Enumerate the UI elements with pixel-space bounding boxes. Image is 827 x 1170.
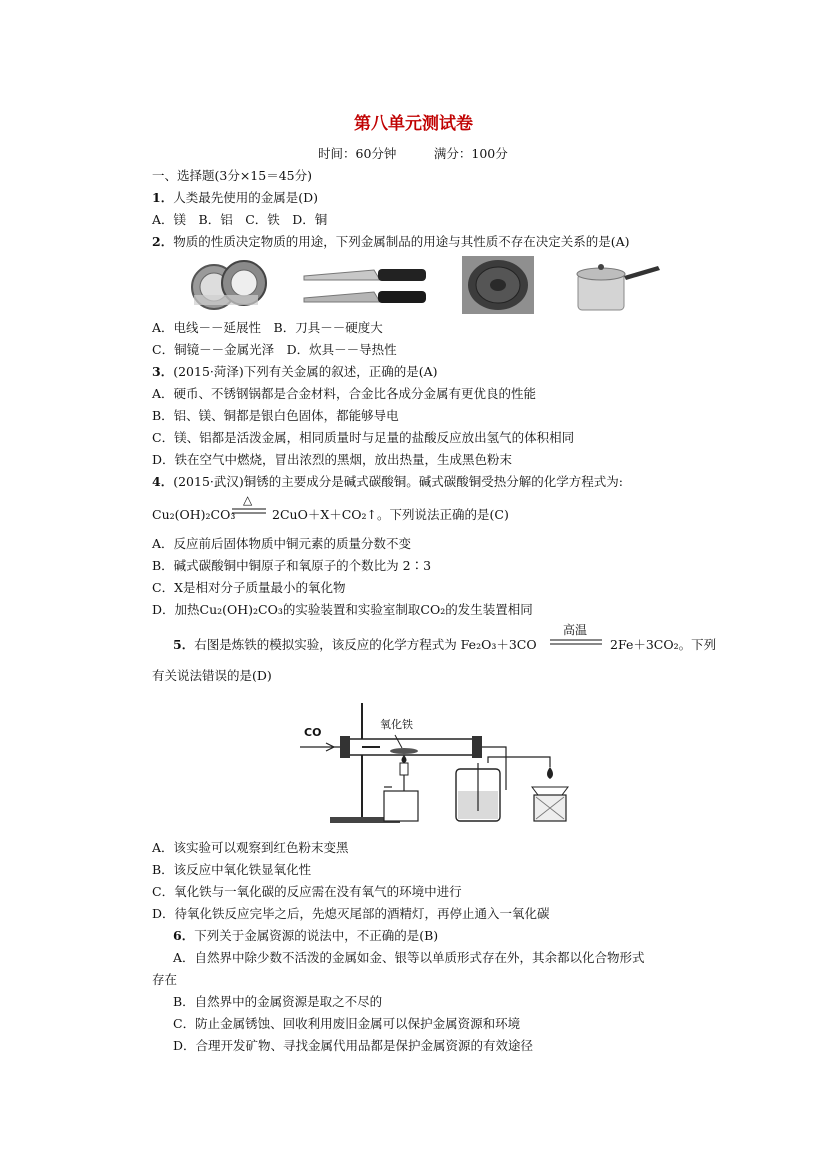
question-5	[173, 637, 537, 653]
question-5-option-b: B．该反应中氧化铁显氧化性	[152, 862, 312, 877]
question-2-options-ab: A．电线－－延展性 B．刀具－－硬度大	[152, 320, 383, 335]
question-5-option-a: A．该实验可以观察到红色粉末变黑	[152, 840, 349, 855]
equation-double-line	[550, 638, 602, 646]
section-heading: 一、选择题(3分×15＝45分)	[152, 168, 312, 183]
question-3-option-c: C．镁、铝都是活泼金属，相同质量时与足量的盐酸反应放出氢气的体积相同	[152, 430, 575, 445]
question-stem: (2015·武汉)铜锈的主要成分是碱式碳酸铜。碱式碳酸铜受热分解的化学方程式为:	[173, 474, 623, 489]
co-label: CO	[304, 726, 322, 739]
question-4-option-b: B．碱式碳酸铜中铜原子和氧原子的个数比为 2∶3	[152, 558, 432, 573]
bronze-mirror-image	[462, 256, 534, 314]
equation-right: 2CuO＋X＋CO₂↑。下列说法正确的是(C)	[272, 507, 509, 522]
question-number: 4．	[152, 474, 174, 489]
question-3	[152, 364, 438, 380]
exam-meta: 时间：60分钟 满分：100分	[318, 146, 508, 161]
question-number: 2．	[152, 234, 174, 249]
ironmaking-apparatus-diagram	[300, 695, 570, 830]
question-number: 5．	[173, 637, 195, 652]
equation-left: Cu₂(OH)₂CO₃	[152, 507, 236, 522]
question-stem: 右图是炼铁的模拟实验，该反应的化学方程式为 Fe₂O₃＋3CO	[194, 637, 537, 652]
question-stem: (2015·菏泽)下列有关金属的叙述，正确的是(A)	[173, 364, 438, 379]
question-5-option-c: C．氧化铁与一氧化碳的反应需在没有氧气的环境中进行	[152, 884, 462, 899]
question-3-option-a: A．硬币、不锈钢锅都是合金材料，合金比各成分金属有更优良的性能	[152, 386, 537, 401]
equation-double-line	[232, 507, 266, 515]
question-6	[173, 928, 438, 944]
question-5-stem-continued: 有关说法错误的是(D)	[152, 668, 272, 683]
wire-coil-image	[186, 257, 276, 313]
question-4	[152, 474, 623, 490]
question-4-option-c: C．X是相对分子质量最小的氧化物	[152, 580, 346, 595]
question-2	[152, 234, 630, 250]
question-1-options: A．镁 B．铝 C．铁 D．铜	[152, 212, 328, 227]
question-4-option-a: A．反应前后固体物质中铜元素的质量分数不变	[152, 536, 412, 551]
question-6-option-a-continued: 存在	[152, 972, 178, 987]
question-6-option-b: B．自然界中的金属资源是取之不尽的	[173, 994, 383, 1009]
equation-condition: 高温	[563, 623, 588, 637]
question-4-option-d: D．加热Cu₂(OH)₂CO₃的实验装置和实验室制取CO₂的发生装置相同	[152, 602, 533, 617]
question-6-option-a: A．自然界中除少数不活泼的金属如金、银等以单质形式存在外，其余都以化合物形式	[173, 950, 645, 965]
question-stem: 下列关于金属资源的说法中，不正确的是(B)	[194, 928, 439, 943]
question-6-option-c: C．防止金属锈蚀、回收利用废旧金属可以保护金属资源和环境	[173, 1016, 521, 1031]
question-3-option-b: B．铝、镁、铜都是银白色固体，都能够导电	[152, 408, 399, 423]
knife-image	[300, 262, 430, 312]
question-stem: 物质的性质决定物质的用途，下列金属制品的用途与其性质不存在决定关系的是(A)	[173, 234, 630, 249]
apparatus-drawing	[300, 695, 570, 830]
question-5-option-d: D．待氧化铁反应完毕之后，先熄灭尾部的酒精灯，再停止通入一氧化碳	[152, 906, 550, 921]
equation-condition: △	[243, 493, 253, 507]
saucepan-image	[570, 258, 662, 316]
question-3-option-d: D．铁在空气中燃烧，冒出浓烈的黑烟，放出热量，生成黑色粉末	[152, 452, 513, 467]
question-1	[152, 190, 318, 206]
question-number: 1．	[152, 190, 174, 205]
question-number: 6．	[173, 928, 195, 943]
question-2-options-cd: C．铜镜－－金属光泽 D．炊具－－导热性	[152, 342, 397, 357]
question-number: 3．	[152, 364, 174, 379]
iron-oxide-label: 氧化铁	[380, 718, 413, 731]
question-stem: 人类最先使用的金属是(D)	[173, 190, 318, 205]
equation-right: 2Fe＋3CO₂。下列	[610, 637, 717, 652]
question-6-option-d: D．合理开发矿物、寻找金属代用品都是保护金属资源的有效途径	[173, 1038, 534, 1053]
page-title: 第八单元测试卷	[354, 114, 473, 134]
